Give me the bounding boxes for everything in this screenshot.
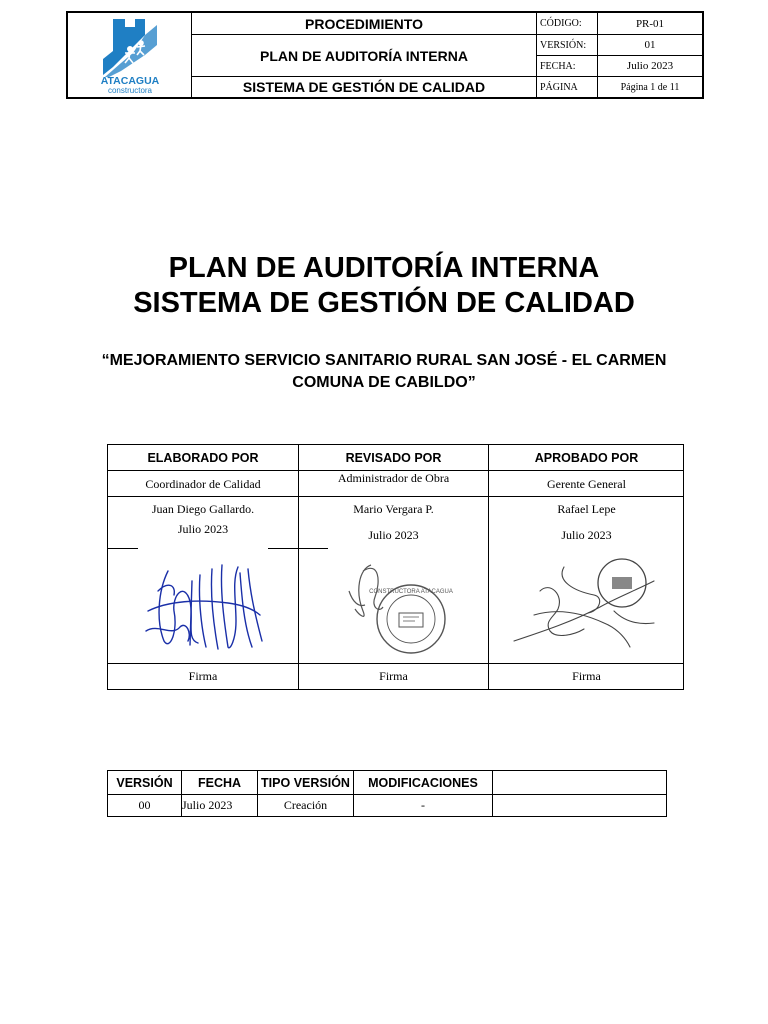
logo-graphic (85, 15, 175, 95)
version-cell-extra (493, 795, 666, 816)
date-revisado: Julio 2023 (368, 528, 419, 542)
header-code-value: PR-01 (635, 17, 665, 30)
project-name-line1: “MEJORAMIENTO SERVICIO SANITARIO RURAL SAN JOSÉ - EL CARMEN (101, 352, 667, 369)
name-aprobado: Rafael Lepe (557, 502, 616, 516)
role-elaborado: Coordinador de Calidad (145, 477, 261, 491)
column-header-aprobado: APROBADO POR (534, 450, 639, 465)
divider (108, 663, 683, 664)
signature-aprobado (504, 551, 674, 659)
signature-scribble (128, 551, 278, 659)
version-header-version: VERSIÓN (116, 775, 173, 790)
role-revisado: Administrador de Obra (337, 471, 450, 485)
stamp-text: CONSTRUCTORA ATACAGUA (369, 589, 453, 595)
version-cell-type: Creación (283, 798, 328, 812)
version-header-extra (493, 771, 666, 794)
header-version-value: 01 (644, 39, 656, 51)
header-page-value: Página 1 de 11 (620, 81, 680, 93)
divider (108, 548, 138, 549)
name-elaborado: Juan Diego Gallardo. (151, 502, 255, 516)
header-page-label: PÁGINA (540, 81, 578, 93)
document-header (66, 11, 704, 99)
date-aprobado: Julio 2023 (561, 528, 612, 542)
divider (108, 496, 683, 497)
header-code-label: CÓDIGO: (540, 18, 582, 29)
signature-elaborado (128, 551, 278, 659)
header-date-value: Julio 2023 (626, 60, 674, 72)
header-procedure-title: PROCEDIMIENTO (305, 15, 423, 32)
version-cell-version: 00 (138, 798, 151, 812)
date-elaborado: Julio 2023 (177, 522, 229, 536)
header-system-title: SISTEMA DE GESTIÓN DE CALIDAD (242, 79, 486, 95)
column-header-elaborado: ELABORADO POR (147, 450, 259, 465)
logo-tagline: constructora (107, 86, 152, 95)
document-title-line2: SISTEMA DE GESTIÓN DE CALIDAD (133, 287, 635, 319)
signature-label-revisado: Firma (379, 669, 408, 683)
signature-label-elaborado: Firma (188, 669, 218, 683)
document-title-line1: PLAN DE AUDITORÍA INTERNA (168, 252, 600, 284)
signature-stamp (504, 551, 674, 659)
version-history-table (107, 770, 667, 817)
signature-stamp (319, 551, 469, 659)
signature-revisado (319, 551, 469, 659)
project-name-line2: COMUNA DE CABILDO” (292, 374, 476, 391)
name-revisado: Mario Vergara P. (353, 502, 434, 516)
header-plan-title: PLAN DE AUDITORÍA INTERNA (260, 47, 468, 64)
signature-label-aprobado: Firma (572, 669, 601, 683)
version-header-date: FECHA (197, 775, 242, 790)
role-aprobado: Gerente General (547, 477, 626, 491)
version-cell-modifications: - (421, 798, 425, 812)
column-header-revisado: REVISADO POR (345, 450, 442, 465)
divider (268, 548, 328, 549)
header-version-label: VERSIÓN: (540, 39, 587, 51)
version-cell-date: Julio 2023 (182, 798, 233, 812)
version-header-type: TIPO VERSIÓN (261, 775, 350, 790)
version-header-modifications: MODIFICACIONES (368, 775, 478, 790)
header-date-label: FECHA: (540, 60, 576, 72)
logo-company: ATACAGUA (100, 75, 159, 87)
company-logo (68, 13, 191, 97)
approvals-table (107, 444, 684, 690)
